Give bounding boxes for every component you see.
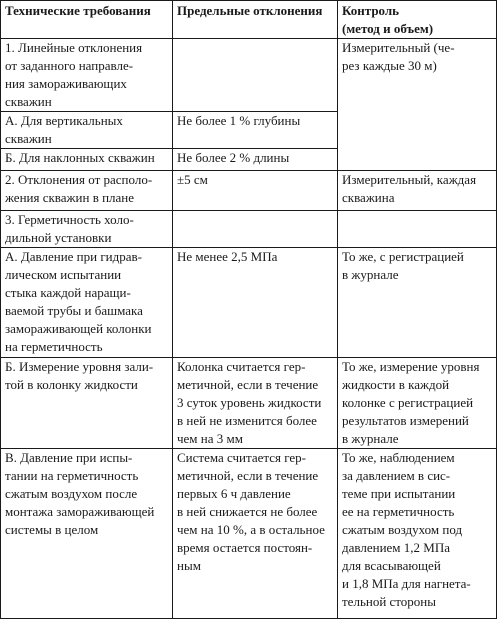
deviation-cell: Не менее 2,5 МПа [173,248,338,358]
control-cell: То же, с регистрацией в журнале [338,248,497,358]
requirement-cell: 2. Отклонения от располо- жения скважин в плане [1,171,173,211]
control-cell [338,211,497,248]
table-row [1,358,497,449]
requirement-cell: В. Давление при испы- тании на герметичность сжатым воздухом после монтажа замораживающей системы в целом [1,449,173,619]
deviation-cell: Не более 1 % глубины [173,112,338,149]
header-technical-requirements: Технические требования [1,1,173,39]
control-cell: Измерительный (че- рез каждые 30 м) [338,39,497,171]
table-row [1,449,497,619]
requirement-cell: А. Давление при гидрав- лическом испытании стыка каждой наращи- ваемой трубы и башмака замораживающей колонки на герметичность [1,248,173,358]
deviation-cell: Не более 2 % длины [173,149,338,171]
table-row [1,39,497,112]
requirement-cell: Б. Измерение уровня зали- той в колонку жидкости [1,358,173,449]
control-cell: То же, измерение уровня жидкости в каждой колонке с регистрацией результатов измерений в журнале [338,358,497,449]
table-header-row [1,1,497,39]
deviation-cell: Колонка считается гер- метичной, если в течение 3 суток уровень жидкости в ней не изменится более чем на 3 мм [173,358,338,449]
requirement-cell: Б. Для наклонных скважин [1,149,173,171]
table-row [1,171,497,211]
table-row [1,248,497,358]
control-cell: Измерительный, каждая скважина [338,171,497,211]
requirement-cell: 3. Герметичность холо- дильной установки [1,211,173,248]
deviation-cell [173,39,338,112]
table-row [1,211,497,248]
deviation-cell: Система считается гер- метичной, если в течение первых 6 ч давление в ней снижается не более чем на 10 %, а в остальное время остается постоян- ным [173,449,338,619]
deviation-cell: ±5 см [173,171,338,211]
header-control-method: Контроль (метод и объем) [338,1,497,39]
requirement-cell: 1. Линейные отклонения от заданного направле- ния замораживающих скважин [1,39,173,112]
header-limit-deviations: Предельные отклонения [173,1,338,39]
requirement-cell: А. Для вертикальных скважин [1,112,173,149]
deviation-cell [173,211,338,248]
control-cell: То же, наблюдением за давлением в сис- теме при испытании ее на герметичность сжатым воздухом под давлением 1,2 МПа для всасывающей и 1,8 МПа для нагнета- тельной стороны [338,449,497,619]
